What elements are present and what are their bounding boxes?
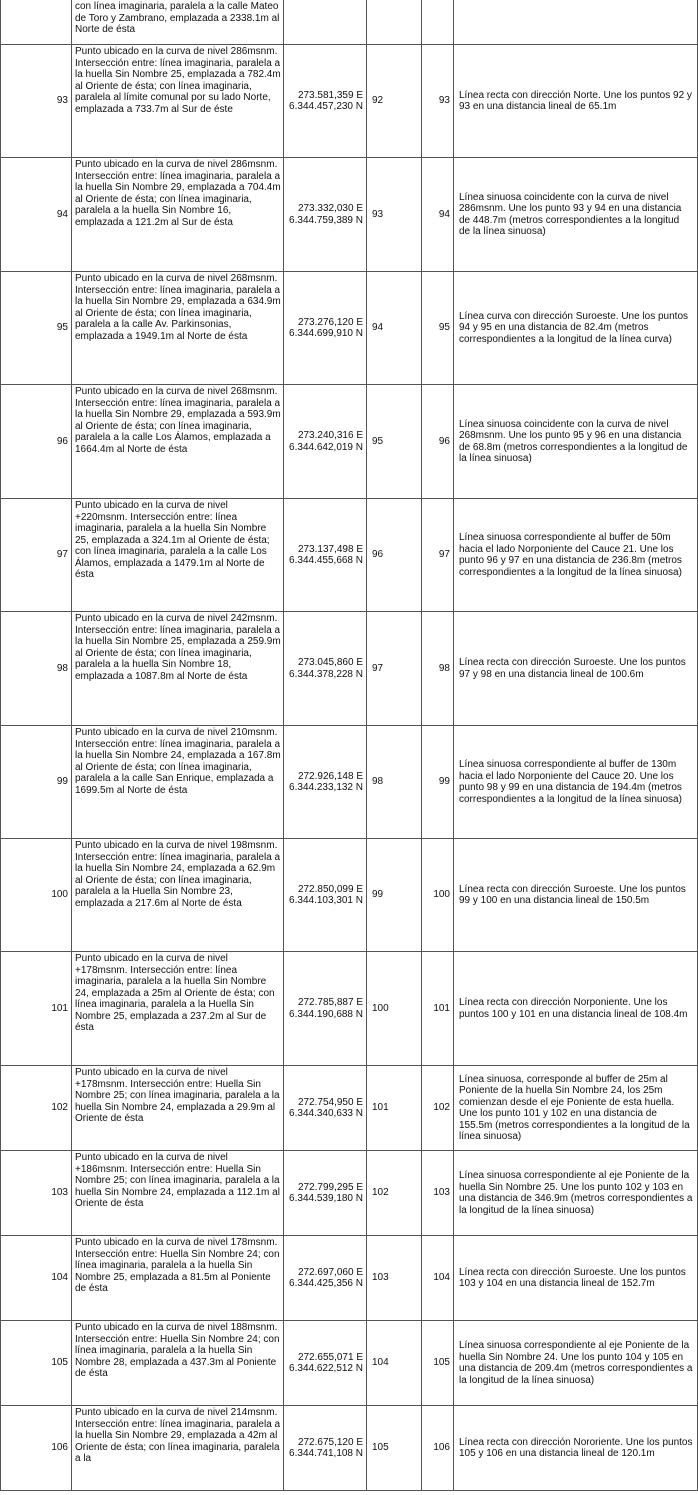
point-number: 100	[1, 839, 72, 952]
from-point: 94	[367, 272, 422, 385]
from-point: 93	[367, 158, 422, 272]
point-description: Punto ubicado en la curva de nivel 242msnm. Intersección entre: línea imaginaria, paralela a la huella Sin Nombre 25, emplazada a 259.9m al Oriente de ésta; con línea imaginaria, paralela a la huella Sin Nombre 18, emplazada a 1087.8m al Norte de ésta	[72, 612, 284, 726]
table-row	[1, 1406, 698, 1491]
point-number: 105	[1, 1321, 72, 1406]
to-point: 100	[422, 839, 454, 952]
line-description: Línea recta con dirección Norte. Une los puntos 92 y 93 en una distancia lineal de 65.1m	[454, 45, 698, 158]
coordinates-cell	[284, 1321, 367, 1406]
point-number: 101	[1, 952, 72, 1066]
east-coordinate: 272.697,060 E	[297, 1266, 363, 1278]
point-number: 97	[1, 499, 72, 612]
line-description: Línea sinuosa correspondiente al eje Poniente de la huella Sin Nombre 24. Une los punto 104 y 105 en una distancia de 209.4m (metros correspondientes a la longitud de la línea sinuosa)	[454, 1321, 698, 1406]
from-point: 103	[367, 1236, 422, 1321]
east-coordinate: 273.276,120 E	[297, 316, 363, 328]
from-point: 95	[367, 385, 422, 499]
to-point: 99	[422, 726, 454, 839]
from-point: 99	[367, 839, 422, 952]
from-point: 92	[367, 45, 422, 158]
north-coordinate: 6.344.340,633 N	[289, 1108, 363, 1119]
coordinates-cell	[284, 1066, 367, 1151]
point-description: Punto ubicado en la curva de nivel 286msnm. Intersección entre: línea imaginaria, paralela a la huella Sin Nombre 25, emplazada a 782.4m al Oriente de ésta; con línea imaginaria, paralela al límite comunal por su lado Norte, emplazada a 733.7m al Sur de éste	[72, 45, 284, 158]
line-description: Línea recta con dirección Suroeste. Une los puntos 99 y 100 en una distancia lineal de 150.5m	[454, 839, 698, 952]
table-row	[1, 45, 698, 158]
to-point: 97	[422, 499, 454, 612]
from-point: 100	[367, 952, 422, 1066]
line-description: Línea sinuosa, corresponde al buffer de 25m al Poniente de la huella Sin Nombre 24, los 25m comienzan desde el eje Poniente de esta huella. Une los punto 101 y 102 en una distancia de 155.5m (metros correspondientes a la longitud de la línea sinuosa)	[454, 1066, 698, 1151]
line-description: Línea recta con dirección Norponiente. Une los puntos 100 y 101 en una distancia lineal de 108.4m	[454, 952, 698, 1066]
point-number: 95	[1, 272, 72, 385]
point-description: Punto ubicado en la curva de nivel +220msnm. Intersección entre: línea imaginaria, paralela a la huella Sin Nombre 25, emplazada a 324.1m al Oriente de ésta; con línea imaginaria, paralela a la calle Los Álamos, emplazada a 1479.1m al Norte de ésta	[72, 499, 284, 612]
line-description: Línea sinuosa correspondiente al eje Poniente de la huella Sin Nombre 25. Une los punto 102 y 103 en una distancia de 346.9m (metros correspondientes a la longitud de la línea sinuosa)	[454, 1151, 698, 1236]
north-coordinate: 6.344.642,019 N	[289, 441, 363, 453]
north-coordinate: 6.344.622,512 N	[289, 1363, 363, 1374]
point-number: 98	[1, 612, 72, 726]
to-point: 98	[422, 612, 454, 726]
north-coordinate: 6.344.457,230 N	[289, 101, 363, 112]
to-point: 105	[422, 1321, 454, 1406]
coordinates-cell	[284, 272, 367, 385]
point-number: 96	[1, 385, 72, 499]
table-row	[1, 612, 698, 726]
coordinates-cell	[284, 158, 367, 272]
east-coordinate: 272.926,148 E	[297, 770, 363, 782]
to-point: 106	[422, 1406, 454, 1491]
north-coordinate: 6.344.539,180 N	[289, 1193, 363, 1204]
table-row	[1, 1151, 698, 1236]
point-description: Punto ubicado en la curva de nivel +186msnm. Intersección entre: Huella Sin Nombre 25; con línea imaginaria, paralela a la huella Sin Nombre 24, emplazada a 112.1m al Oriente de ésta	[72, 1151, 284, 1236]
from-point: 105	[367, 1406, 422, 1491]
point-description: Punto ubicado en la curva de nivel 198msnm. Intersección entre: línea imaginaria, paralela a la huella Sin Nombre 24, emplazada a 62.9m al Oriente de ésta; con línea imaginaria, paralela a la Huella Sin Nombre 23, emplazada a 217.6m al Norte de ésta	[72, 839, 284, 952]
table-row	[1, 0, 698, 45]
point-number: 94	[1, 158, 72, 272]
north-coordinate: 6.344.103,301 N	[289, 895, 363, 906]
point-number: 93	[1, 45, 72, 158]
line-description: Línea recta con dirección Suroeste. Une los puntos 97 y 98 en una distancia lineal de 100.6m	[454, 612, 698, 726]
from-point	[367, 0, 422, 45]
point-description: Punto ubicado en la curva de nivel +178msnm. Intersección entre: línea imaginaria, paralela a la huella Sin Nombre 24, emplazada a 25m al Oriente de ésta; con línea imaginaria, paralela a la Huella Sin Nombre 25, emplazada a 237.2m al Sur de ésta	[72, 952, 284, 1066]
from-point: 96	[367, 499, 422, 612]
coordinates-cell	[284, 499, 367, 612]
to-point: 94	[422, 158, 454, 272]
point-number: 102	[1, 1066, 72, 1151]
line-description	[454, 0, 698, 45]
east-coordinate: 273.240,316 E	[297, 430, 363, 441]
line-description: Línea curva con dirección Suroeste. Une los puntos 94 y 95 en una distancia de 82.4m (metros correspondientes a la longitud de la línea curva)	[454, 272, 698, 385]
table-row	[1, 158, 698, 272]
point-number: 106	[1, 1406, 72, 1491]
from-point: 101	[367, 1066, 422, 1151]
from-point: 97	[367, 612, 422, 726]
point-number: 99	[1, 726, 72, 839]
to-point: 96	[422, 385, 454, 499]
line-description: Línea sinuosa coincidente con la curva de nivel 268msnm. Une los punto 95 y 96 en una distancia de 68.8m (metros correspondientes a la longitud de la línea sinuosa)	[454, 385, 698, 499]
north-coordinate: 6.344.699,910 N	[289, 328, 363, 339]
point-description: Punto ubicado en la curva de nivel 214msnm. Intersección entre: línea imaginaria, paralela a la huella Sin Nombre 29, emplazada a 42m al Oriente de ésta; con línea imaginaria, paralela a la	[72, 1406, 284, 1491]
coordinates-cell	[284, 1236, 367, 1321]
north-coordinate: 6.344.741,108 N	[289, 1448, 363, 1459]
east-coordinate: 272.785,887 E	[297, 997, 363, 1008]
line-description: Línea recta con dirección Nororiente. Une los puntos 105 y 106 en una distancia lineal de 120.1m	[454, 1406, 698, 1491]
point-description: Punto ubicado en la curva de nivel +178msnm. Intersección entre: Huella Sin Nombre 25; con línea imaginaria, paralela a la huella Sin Nombre 24, emplazada a 29.9m al Oriente de ésta	[72, 1066, 284, 1151]
east-coordinate: 272.675,120 E	[297, 1436, 363, 1448]
from-point: 104	[367, 1321, 422, 1406]
point-description: Punto ubicado en la curva de nivel 268msnm. Intersección entre: línea imaginaria, paralela a la huella Sin Nombre 29, emplazada a 634.9m al Oriente de ésta; con línea imaginaria, paralela a la calle Av. Parkinsonias, emplazada a 1949.1m al Norte de ésta	[72, 272, 284, 385]
table-row	[1, 839, 698, 952]
coordinates-cell	[284, 726, 367, 839]
table-row	[1, 272, 698, 385]
east-coordinate: 272.655,071 E	[297, 1351, 363, 1363]
east-coordinate: 273.045,860 E	[297, 657, 363, 668]
coordinates-cell	[284, 385, 367, 499]
east-coordinate: 273.332,030 E	[297, 203, 363, 214]
point-description: Punto ubicado en la curva de nivel 210msnm. Intersección entre: línea imaginaria, paralela a la huella Sin Nombre 24, emplazada a 167.8m al Oriente de ésta; con línea imaginaria, paralela a la calle San Enrique, emplazada a 1699.5m al Norte de ésta	[72, 726, 284, 839]
north-coordinate: 6.344.455,668 N	[289, 555, 363, 566]
east-coordinate: 272.754,950 E	[297, 1096, 363, 1108]
coordinates-cell	[284, 0, 367, 45]
coordinates-cell	[284, 612, 367, 726]
to-point: 103	[422, 1151, 454, 1236]
from-point: 98	[367, 726, 422, 839]
coordinates-cell	[284, 1406, 367, 1491]
north-coordinate: 6.344.233,132 N	[289, 782, 363, 793]
to-point: 101	[422, 952, 454, 1066]
coordinates-cell	[284, 45, 367, 158]
point-description: Punto ubicado en la curva de nivel 188msnm. Intersección entre: Huella Sin Nombre 24; con línea imaginaria, paralela a la huella Sin Nombre 28, emplazada a 437.3m al Poniente de ésta	[72, 1321, 284, 1406]
north-coordinate: 6.344.759,389 N	[289, 214, 363, 226]
north-coordinate: 6.344.378,228 N	[289, 668, 363, 680]
point-number: 103	[1, 1151, 72, 1236]
to-point	[422, 0, 454, 45]
point-description: Punto ubicado en la curva de nivel 268msnm. Intersección entre: línea imaginaria, paralela a la huella Sin Nombre 29, emplazada a 593.9m al Oriente de ésta; con línea imaginaria, paralela a la calle Los Álamos, emplazada a 1664.4m al Norte de ésta	[72, 385, 284, 499]
east-coordinate: 272.799,295 E	[297, 1181, 363, 1193]
line-description: Línea recta con dirección Suroeste. Une los puntos 103 y 104 en una distancia lineal de 152.7m	[454, 1236, 698, 1321]
east-coordinate: 273.581,359 E	[297, 89, 363, 101]
point-number-cell	[1, 0, 72, 45]
point-description: Punto ubicado en la curva de nivel 178msnm. Intersección entre: Huella Sin Nombre 24; con línea imaginaria, paralela a la huella Sin Nombre 25, emplazada a 81.5m al Poniente de ésta	[72, 1236, 284, 1321]
east-coordinate: 272.850,099 E	[297, 883, 363, 895]
line-description: Línea sinuosa coincidente con la curva de nivel 286msnm. Une los punto 93 y 94 en una distancia de 448.7m (metros correspondientes a la longitud de la línea sinuosa)	[454, 158, 698, 272]
coordinates-cell	[284, 839, 367, 952]
from-point: 102	[367, 1151, 422, 1236]
to-point: 95	[422, 272, 454, 385]
to-point: 104	[422, 1236, 454, 1321]
point-number: 104	[1, 1236, 72, 1321]
coordinates-cell	[284, 952, 367, 1066]
line-description: Línea sinuosa correspondiente al buffer de 50m hacia el lado Norponiente del Cauce 21. Une los punto 96 y 97 en una distancia de 236.8m (metros correspondientes a la longitud de la línea sinuosa)	[454, 499, 698, 612]
east-coordinate: 273.137,498 E	[297, 543, 363, 555]
north-coordinate: 6.344.425,356 N	[289, 1278, 363, 1289]
table-row	[1, 499, 698, 612]
table-row	[1, 1066, 698, 1151]
table-row	[1, 726, 698, 839]
point-description: con línea imaginaria, paralela a la calle Mateo de Toro y Zambrano, emplazada a 2338.1m al Norte de ésta	[72, 0, 284, 45]
table-row	[1, 952, 698, 1066]
to-point: 93	[422, 45, 454, 158]
coordinates-cell	[284, 1151, 367, 1236]
table-row	[1, 1236, 698, 1321]
table-row	[1, 1321, 698, 1406]
north-coordinate: 6.344.190,688 N	[289, 1008, 363, 1020]
to-point: 102	[422, 1066, 454, 1151]
line-description: Línea sinuosa correspondiente al buffer de 130m hacia el lado Norponiente del Cauce 20. Une los punto 98 y 99 en una distancia de 194.4m (metros correspondientes a la longitud de la línea sinuosa)	[454, 726, 698, 839]
table-row	[1, 385, 698, 499]
point-description: Punto ubicado en la curva de nivel 286msnm. Intersección entre: línea imaginaria, paralela a la huella Sin Nombre 29, emplazada a 704.4m al Oriente de ésta; con línea imaginaria, paralela a la huella Sin Nombre 16, emplazada a 121.2m al Sur de ésta	[72, 158, 284, 272]
